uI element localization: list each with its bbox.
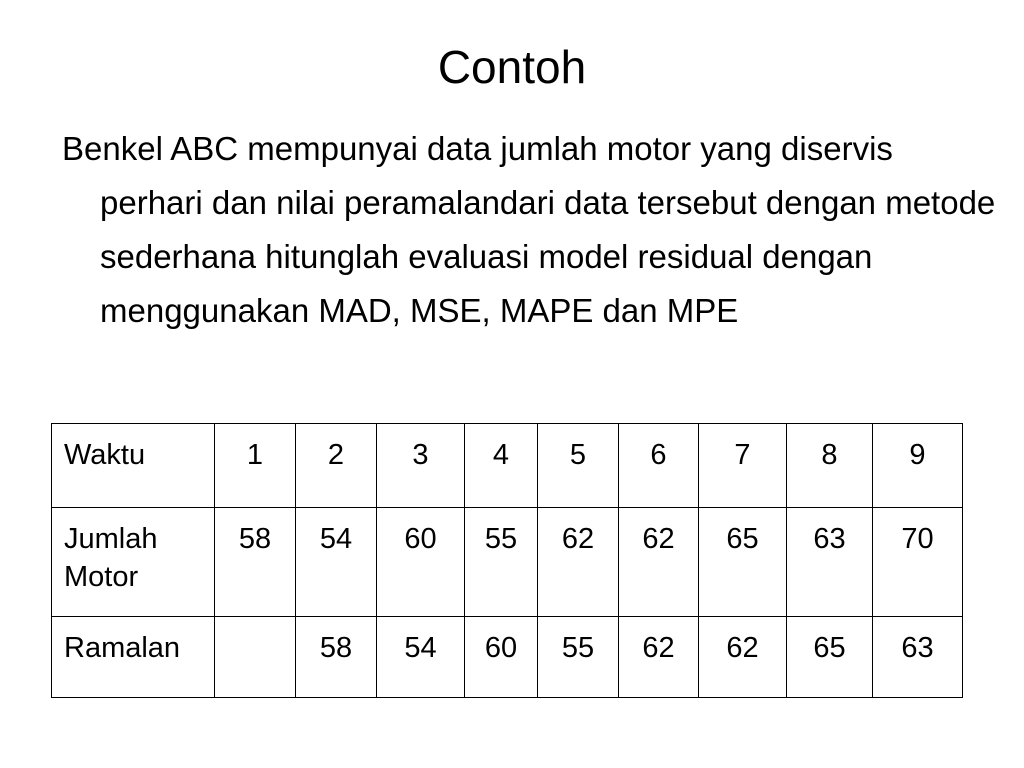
table-cell: 60 (377, 508, 465, 617)
table-cell: 63 (873, 617, 963, 698)
problem-statement: Benkel ABC mempunyai data jumlah motor yang diservis perhari dan nilai peramalandari data tersebut dengan metode sederhana hitunglah evaluasi model residual dengan menggunakan MAD, MSE, MAPE dan MPE (62, 130, 996, 329)
table-cell: 65 (699, 508, 787, 617)
table-cell: 62 (699, 617, 787, 698)
slide-title: Contoh (437, 41, 587, 93)
table-cell: 3 (377, 424, 465, 508)
table-cell: 7 (699, 424, 787, 508)
row-header-cell: Jumlah Motor (52, 508, 215, 617)
table-cell: 70 (873, 508, 963, 617)
table-cell: 58 (296, 617, 377, 698)
table-cell: 62 (619, 617, 699, 698)
table-cell (215, 617, 296, 698)
table-cell: 55 (465, 508, 538, 617)
table-cell: 65 (787, 617, 873, 698)
table-cell: 5 (538, 424, 619, 508)
table-cell: 63 (787, 508, 873, 617)
data-table (51, 423, 963, 698)
ramalan-row (52, 617, 963, 698)
jumlah-motor-row (52, 508, 963, 617)
table-cell: 54 (296, 508, 377, 617)
table-cell: 9 (873, 424, 963, 508)
table-cell: 2 (296, 424, 377, 508)
table-cell: 62 (538, 508, 619, 617)
table-cell: 62 (619, 508, 699, 617)
table-cell: 58 (215, 508, 296, 617)
row-header-cell: Waktu (52, 424, 215, 508)
table-cell: 8 (787, 424, 873, 508)
row-header-cell: Ramalan (52, 617, 215, 698)
table-cell: 60 (465, 617, 538, 698)
table-cell: 55 (538, 617, 619, 698)
table-cell: 6 (619, 424, 699, 508)
table-cell: 54 (377, 617, 465, 698)
table-cell: 4 (465, 424, 538, 508)
table-cell: 1 (215, 424, 296, 508)
waktu-row (52, 424, 963, 508)
